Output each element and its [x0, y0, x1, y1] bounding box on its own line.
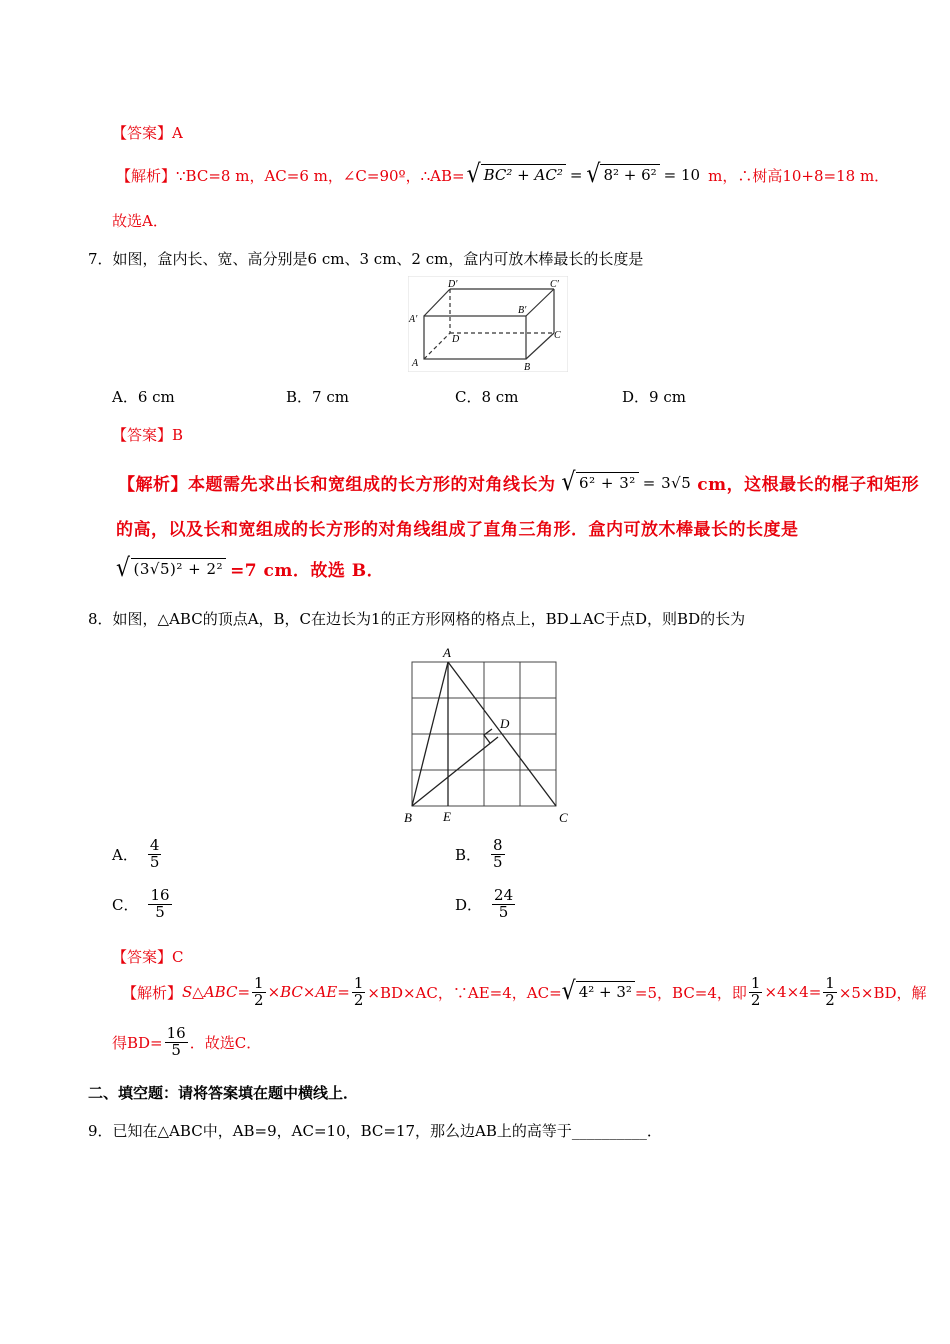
q7-analysis-line3 [116, 553, 385, 583]
q7-label-dprime: D′ [448, 279, 458, 290]
q8-part-c: =5，BC=4，即 [634, 983, 747, 1002]
q6-analysis-label: 【解析】 [116, 166, 177, 185]
q8-s-abc: S△ABC= [182, 983, 251, 1002]
q8-label-b: B [404, 810, 412, 825]
q6-radicand-2: 8² + 6² [600, 164, 659, 186]
q8-option-c: C． $\frac{16}{5}$ [112, 886, 170, 921]
q7-option-a: A．6 cm [112, 388, 175, 406]
q8-label-a: A [443, 645, 451, 660]
q9-question: 9．已知在△ABC中，AB=9，AC=10，BC=17，那么边AB上的高等于__________． [88, 1122, 662, 1140]
q7-figure-frame [408, 276, 568, 372]
q7-label-bprime: B′ [518, 305, 527, 316]
q8-question: 8．如图，△ABC的顶点A，B，C在边长为1的正方形网格的格点上，BD⊥AC于点D，则BD的长为 [88, 610, 746, 628]
q7-sqrt-2: √ (3√5)² + 2² [116, 558, 226, 580]
q7-label-cprime: C′ [550, 279, 559, 290]
q6-eq: = [569, 166, 583, 184]
q6-radicand-1: BC² + AC² [481, 164, 566, 186]
q6-analysis [116, 160, 890, 189]
q7-analysis-text3: =7 cm．故选 B． [230, 561, 385, 581]
q8-option-d: D． $\frac{24}{5}$ [455, 886, 514, 921]
q6-sqrt-1: √ BC² + AC² [467, 164, 566, 186]
q8-label-d: D [500, 716, 510, 731]
q7-analysis-text1-end: cm，这根最长的棍子和矩形 [697, 475, 920, 495]
q7-label-a: A [412, 358, 419, 369]
q8-analysis-line2: 得BD= $\frac{16}{5}$ ．故选C． [112, 1024, 262, 1059]
q8-part-e: ×5×BD，解 [838, 983, 927, 1002]
q7-analysis-text1: 本题需先求出长和宽组成的长方形的对角线长为 [188, 475, 556, 495]
q8-answer: 【答案】C [112, 948, 184, 966]
q7-label-c: C [554, 330, 561, 341]
q6-result: = 10 [663, 166, 701, 184]
q8-label-c: C [559, 810, 568, 825]
q7-question: 7．如图，盒内长、宽、高分别是6 cm、3 cm、2 cm，盒内可放木棒最长的长度是 [88, 250, 644, 268]
q8-label-e: E [443, 809, 451, 824]
q7-option-b: B．7 cm [286, 388, 349, 406]
q8-option-b: B． $\frac{8}{5}$ [455, 836, 503, 871]
q7-label-b: B [524, 362, 531, 372]
q8-analysis-line1: 【解析】 S△ABC= $\frac{1}{2}$ ×BC×AE= $\frac{1}{2}$ ×BD×AC，∵AE=4，AC= √ 4² + 3² =5，BC=4，即 $\frac{1}{2}$ ×4×4= $\frac{1}{2}$ ×5×BD，解 [122, 974, 927, 1009]
q8-radicand: 4² + 3² [576, 981, 635, 1003]
q8-part-a: ×BC×AE= [267, 983, 350, 1002]
q7-answer: 【答案】B [112, 426, 184, 444]
q7-option-c: C．8 cm [455, 388, 519, 406]
q8-grid [412, 662, 556, 806]
q7-radicand-2: (3√5)² + 2² [131, 558, 227, 580]
q6-analysis-p1: ∵BC=8 m，AC=6 m，∠C=90º，∴AB= [176, 166, 465, 185]
q7-option-d: D．9 cm [622, 388, 686, 406]
q6-conclusion: 故选A． [112, 212, 168, 230]
q8-part-d: ×4×4= [764, 983, 822, 1002]
q8-part-b: ×BD×AC，∵AE=4，AC= [367, 983, 562, 1002]
q7-analysis-line2: 的高，以及长和宽组成的长方形的对角线组成了直角三角形．盒内可放木棒最长的长度是 [116, 520, 799, 540]
q6-analysis-p2: m，∴树高10+8=18 m． [708, 166, 890, 185]
q7-label-d: D [452, 334, 460, 345]
q8-analysis-label: 【解析】 [122, 983, 183, 1002]
q7-box-figure [408, 276, 568, 372]
q7-analysis-label: 【解析】 [118, 475, 188, 495]
section2-heading: 二、填空题：请将答案填在题中横线上． [88, 1084, 359, 1102]
q6-sqrt-2: √ 8² + 6² [586, 164, 659, 186]
q6-answer: 【答案】A [112, 124, 183, 142]
q7-label-aprime: A′ [409, 314, 418, 325]
q8-line2-start: 得BD= [112, 1033, 163, 1052]
q7-radicand-1: 6² + 3² [576, 472, 639, 494]
q7-analysis-result: = 3√5 [642, 473, 692, 492]
q8-line2-end: ．故选C． [189, 1033, 262, 1052]
q7-sqrt-1: √ 6² + 3² [562, 472, 639, 494]
q7-analysis-line1 [118, 467, 920, 497]
q8-option-a: A． $\frac{4}{5}$ [112, 836, 160, 871]
q8-sqrt: √ 4² + 3² [562, 981, 635, 1003]
q8-grid-figure [398, 642, 578, 828]
